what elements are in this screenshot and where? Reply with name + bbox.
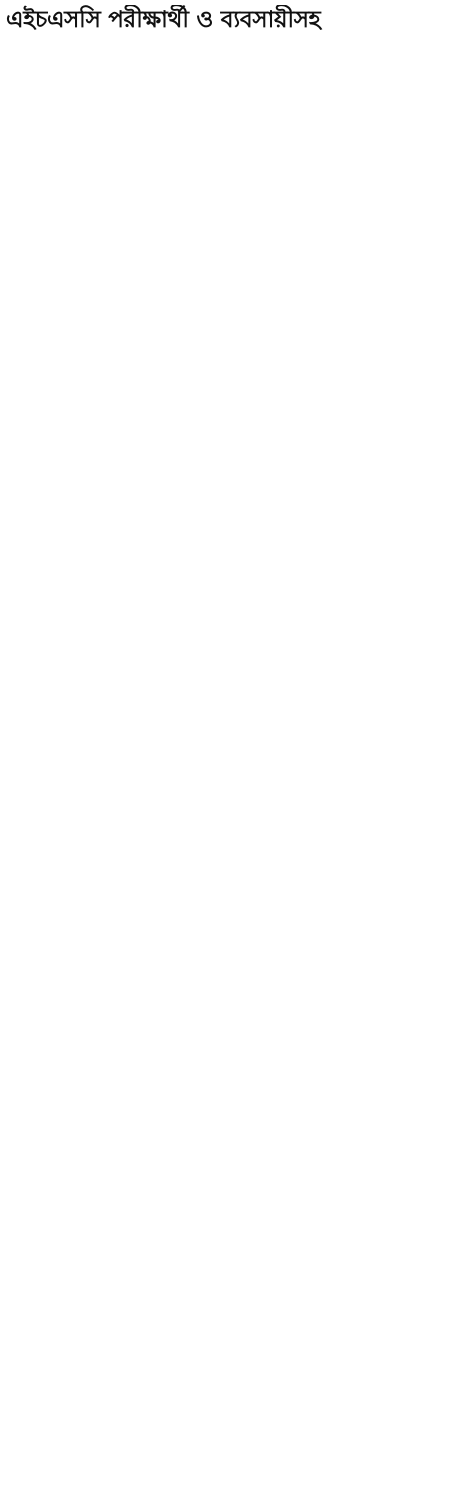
headline: এইচএসসি পরীক্ষার্থী ও ব্যবসায়ীসহ (6, 7, 321, 33)
continued-from-line (10, 41, 460, 57)
news-clipping (0, 5, 466, 1492)
